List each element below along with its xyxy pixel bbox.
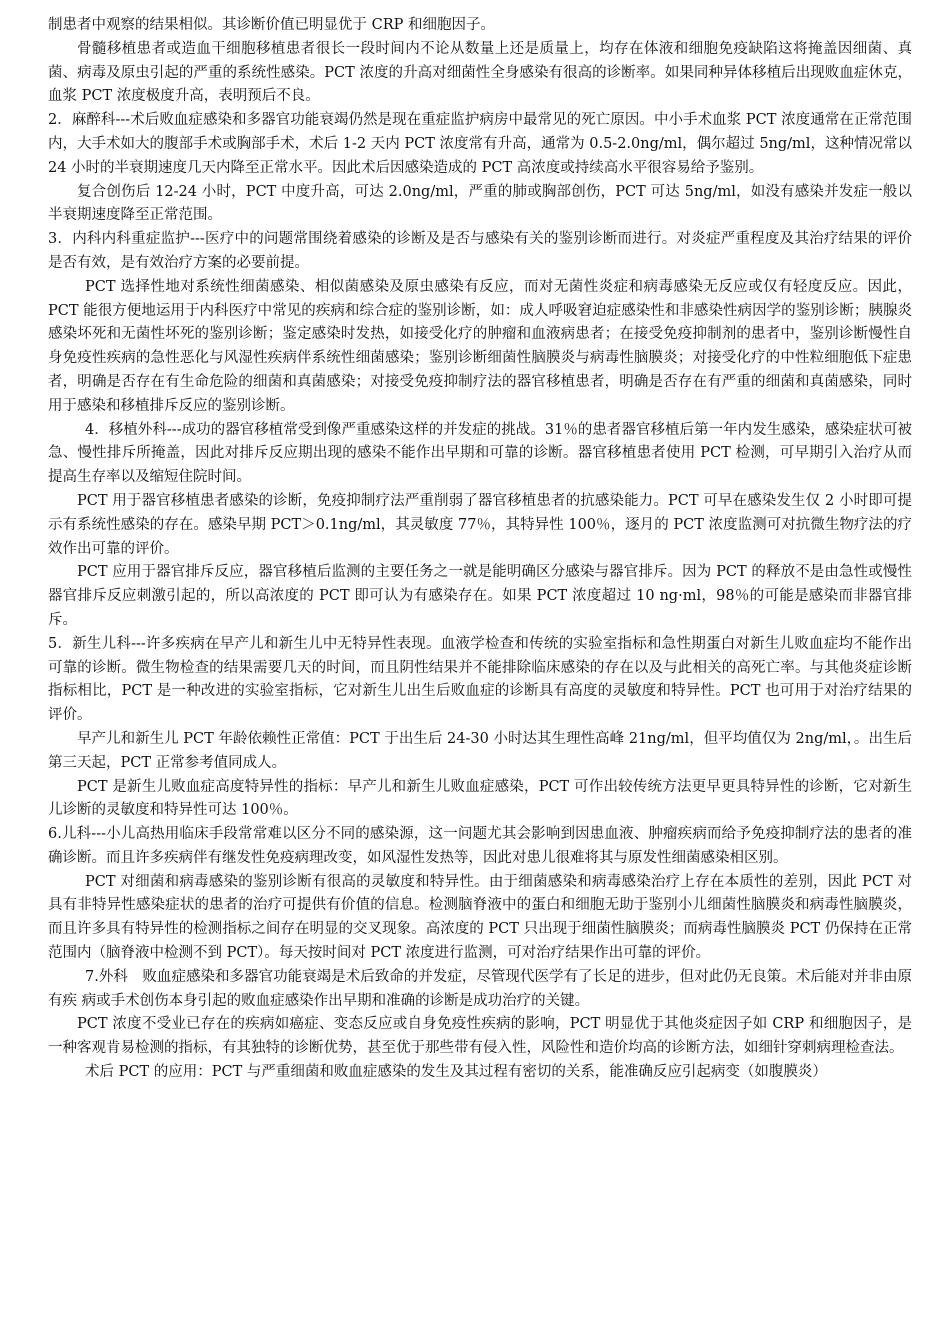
paragraph: 早产儿和新生儿 PCT 年龄依赖性正常值：PCT 于出生后 24-30 小时达其生理性高峰 21ng/ml，但平均值仅为 2ng/ml，。出生后第三天起，PCT 正常参考值同成人。 <box>48 730 912 771</box>
paragraph: 7.外科 败血症感染和多器官功能衰竭是术后致命的并发症，尽管现代医学有了长足的进步，但对此仍无良策。术后能对并非由原有疾 病或手术创伤本身引起的败血症感染作出早期和准确的诊断是成功治疗的关键。 <box>48 968 912 1009</box>
paragraph: 6.儿科---小儿高热用临床手段常常难以区分不同的感染源，这一问题尤其会影响到因患血液、肿瘤疾病而给予免疫抑制疗法的患者的准确诊断。而且许多疾病伴有继发性免疫病理改变，如风湿性发热等，因此对患儿很难将其与原发性细菌感染相区别。 <box>48 826 912 866</box>
paragraph: PCT 选择性地对系统性细菌感染、相似菌感染及原虫感染有反应，而对无菌性炎症和病毒感染无反应或仅有轻度反应。因此，PCT 能很方便地运用于内科医疗中常见的疾病和综合症的鉴别诊断，如：成人呼吸窘迫症感染性和非感染性病因学的鉴别诊断；胰腺炎感染坏死和无菌性坏死的鉴别诊断；鉴定感染时发热，如接受化疗的肿瘤和血液病患者；在接受免疫抑制剂的患者中，鉴别诊断慢性自身免疫性疾病的急性恶化与风湿性疾病伴系统性细菌感染；鉴别诊断细菌性脑膜炎与病毒性脑膜炎；对接受化疗的中性粒细胞低下症患者，明确是否存在有生命危险的细菌和真菌感染；对接受免疫抑制疗法的器官移植患者，明确是否存在有严重的细菌和真菌感染，同时用于感染和移植排斥反应的鉴别诊断。 <box>48 278 912 414</box>
paragraph: PCT 是新生儿败血症高度特异性的指标：早产儿和新生儿败血症感染，PCT 可作出较传统方法更早更具特异性的诊断，它对新生儿诊断的灵敏度和特异性可达 100％。 <box>48 778 912 819</box>
paragraph: 术后 PCT 的应用：PCT 与严重细菌和败血症感染的发生及其过程有密切的关系，能准确反应引起病变（如腹膜炎） <box>85 1064 827 1081</box>
paragraph: PCT 用于器官移植患者感染的诊断，免疫抑制疗法严重削弱了器官移植患者的抗感染能力。PCT 可早在感染发生仅 2 小时即可提示有系统性感染的存在。感染早期 PCT＞0.1ng/ml，其灵敏度 77％，其特异性 100％，逐月的 PCT 浓度监测可对抗微生物疗法的疗效作出可靠的评价。 <box>48 492 912 557</box>
paragraph: 骨髓移植患者或造血干细胞移植患者很长一段时间内不论从数量上还是质量上，均存在体液和细胞免疫缺陷这将掩盖因细菌、真菌、病毒及原虫引起的严重的系统性感染。PCT 浓度的升高对细菌性全身感染有很高的诊断率。如果同种异体移植后出现败血症休克，血浆 PCT 浓度极度升高，表明预后不良。 <box>48 40 912 105</box>
paragraph: 3．内科内科重症监护---医疗中的问题常围绕着感染的诊断及是否与感染有关的鉴别诊断而进行。对炎症严重程度及其治疗结果的评价是否有效，是有效治疗方案的必要前提。 <box>48 231 912 271</box>
paragraph: PCT 应用于器官排斥反应，器官移植后监测的主要任务之一就是能明确区分感染与器官排斥。因为 PCT 的释放不是由急性或慢性器官排斥反应刺激引起的，所以高浓度的 PCT 即可认为有感染存在。如果 PCT 浓度超过 10 ng·ml，98％的可能是感染而非器官排斥。 <box>48 564 912 628</box>
paragraph: 复合创伤后 12-24 小时，PCT 中度升高，可达 2.0ng/ml，严重的肺或胸部创伤，PCT 可达 5ng/ml，如没有感染并发症一般以半衰期速度降至正常范围。 <box>48 183 912 224</box>
paragraph: 5．新生儿科---许多疾病在早产儿和新生儿中无特异性表现。血液学检查和传统的实验室指标和急性期蛋白对新生儿败血症均不能作出可靠的诊断。微生物检查的结果需要几天的时间，而且阴性结果并不能排除临床感染的存在以及与此相关的高死亡率。与其他炎症诊断指标相比，PCT 是一种改进的实验室指标，它对新生儿出生后败血症的诊断具有高度的灵敏度和特异性。PCT 也可用于对治疗结果的评价。 <box>48 635 912 724</box>
paragraph: 制患者中观察的结果相似。其诊断价值已明显优于 CRP 和细胞因子。 <box>48 17 495 33</box>
paragraph: 2．麻醉科---术后败血症感染和多器官功能衰竭仍然是现在重症监护病房中最常见的死亡原因。中小手术血浆 PCT 浓度通常在正常范围内，大手术如大的腹部手术或胸部手术，术后 1-2 天内 PCT 浓度常有升高，通常为 0.5-2.0ng/ml，偶尔超过 5ng/ml，这种情况常以 24 小时的半衰期速度几天内降至正常水平。因此术后因感染造成的 PCT 高浓度或持续高水平很容易给予鉴别。 <box>48 112 912 176</box>
paragraph: PCT 对细菌和病毒感染的鉴别诊断有很高的灵敏度和特异性。由于细菌感染和病毒感染治疗上存在本质性的差别，因此 PCT 对具有非特异性感染症状的患者的治疗可提供有价值的信息。检测脑脊液中的蛋白和细胞无助于鉴别小儿细菌性脑膜炎和病毒性脑膜炎，而且许多具有特异性的检测指标之间存在明显的交叉现象。高浓度的 PCT 只出现于细菌性脑膜炎；而病毒性脑膜炎 PCT 仍保持在正常范围内（脑脊液中检测不到 PCT）。每天按时间对 PCT 浓度进行监测，可对治疗结果作出可靠的评价。 <box>48 873 912 962</box>
paragraph: PCT 浓度不受业已存在的疾病如癌症、变态反应或自身免疫性疾病的影响，PCT 明显优于其他炎症因子如 CRP 和细胞因子，是一种客观肯易检测的指标，有其独特的诊断优势，甚至优于那些带有侵入性，风险性和造价均高的诊断方法，如细针穿刺病理检查法。 <box>48 1016 912 1057</box>
paragraph: 4．移植外科---成功的器官移植常受到像严重感染这样的并发症的挑战。31％的患者器官移植后第一年内发生感染，感染症状可被急、慢性排斥所掩盖，因此对排斥反应期出现的感染不能作出早期和可靠的诊断。器官移植患者使用 PCT 检测，可早期引入治疗从而提高生存率以及缩短住院时间。 <box>48 421 912 486</box>
document-page <box>48 14 912 1085</box>
